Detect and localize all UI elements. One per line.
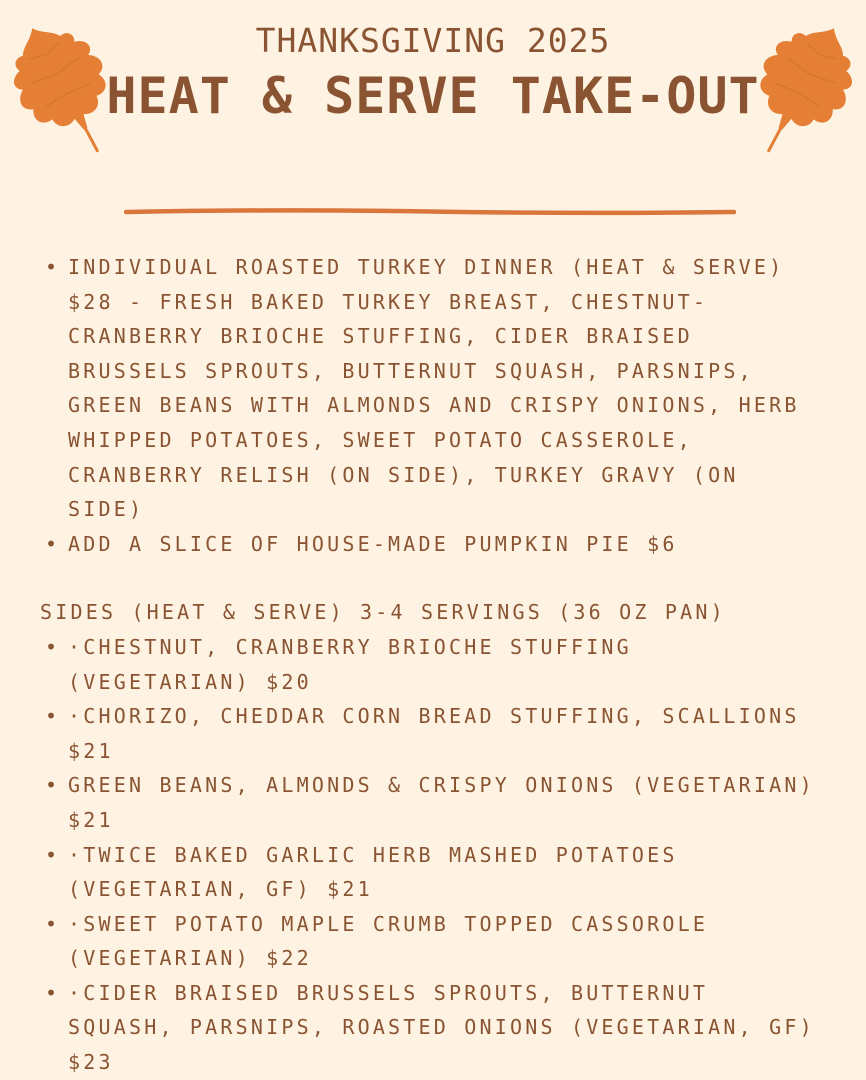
bullet-icon: •	[45, 842, 61, 867]
side-item: ·CIDER BRAISED BRUSSELS SPROUTS, BUTTERNUT SQUASH, PARSNIPS, ROASTED ONIONS (VEGETARIAN, GF) $23	[68, 980, 815, 1075]
list-item	[0, 907, 866, 976]
list-item	[0, 527, 866, 562]
bullet-icon: •	[45, 911, 61, 936]
bullet-icon: •	[45, 773, 61, 798]
bullet-icon: •	[45, 255, 61, 279]
sides-heading: SIDES (HEAT & SERVE) 3-4 SERVINGS (36 OZ PAN)	[40, 600, 726, 625]
header-divider	[124, 208, 736, 216]
bullet-icon: •	[45, 531, 61, 556]
side-item: ·CHESTNUT, CRANBERRY BRIOCHE STUFFING (VEGETARIAN) $20	[68, 634, 632, 694]
menu-header	[0, 18, 866, 128]
side-item: ·SWEET POTATO MAPLE CRUMB TOPPED CASSOROLE (VEGETARIAN) $22	[68, 911, 709, 971]
list-item	[0, 976, 866, 1080]
bullet-icon: •	[45, 634, 61, 659]
side-item: ·TWICE BAKED GARLIC HERB MASHED POTATOES (VEGETARIAN, GF) $21	[68, 842, 678, 902]
menu-content	[0, 250, 866, 1080]
list-item	[0, 768, 866, 837]
side-item: ·CHORIZO, CHEDDAR CORN BREAD STUFFING, SCALLIONS $21	[68, 704, 800, 763]
menu-title: HEAT & SERVE TAKE-OUT	[106, 67, 760, 125]
bullet-icon: •	[45, 704, 61, 729]
list-item	[0, 630, 866, 699]
side-item: GREEN BEANS, ALMONDS & CRISPY ONIONS (VEGETARIAN) $21	[68, 773, 815, 832]
dinner-item-turkey: INDIVIDUAL ROASTED TURKEY DINNER (HEAT & SERVE) $28 - FRESH BAKED TURKEY BREAST, CHESTNUT-CRANBERRY BRIOCHE STUFFING, CIDER BRAISED BRUSSELS SPROUTS, BUTTERNUT SQUASH, PARSNIPS, GREEN BEANS WITH ALMONDS AND CRISPY ONIONS, HERB WHIPPED POTATOES, SWEET POTATO CASSEROLE, CRANBERRY RELISH (ON SIDE), TURKEY GRAVY (ON SIDE)	[68, 255, 800, 522]
list-item	[0, 699, 866, 768]
list-item	[0, 250, 866, 527]
bullet-icon: •	[45, 980, 61, 1005]
dinner-list	[0, 250, 866, 561]
sides-list	[0, 630, 866, 1080]
dinner-item-pie: ADD A SLICE OF HOUSE-MADE PUMPKIN PIE $6	[68, 531, 678, 556]
list-item	[0, 838, 866, 907]
menu-subtitle: THANKSGIVING 2025	[255, 21, 611, 60]
